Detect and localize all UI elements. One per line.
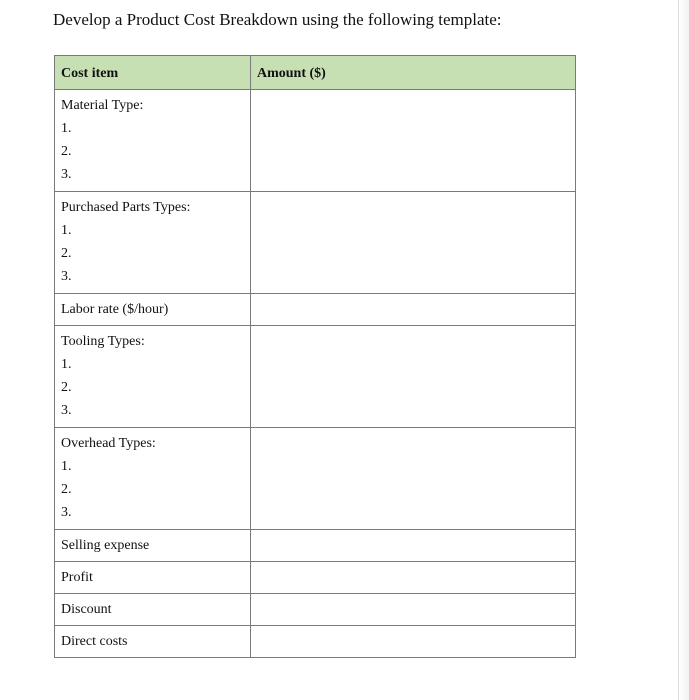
labor-rate-amount-cell[interactable] — [251, 294, 576, 326]
cost-breakdown-table — [54, 55, 576, 658]
material-row — [55, 90, 576, 192]
labor-rate-label: Labor rate ($/hour) — [55, 294, 251, 326]
profit-amount-cell[interactable] — [251, 562, 576, 594]
overhead-label: Overhead Types: — [61, 436, 156, 451]
direct-costs-label: Direct costs — [55, 626, 251, 658]
discount-amount-cell[interactable] — [251, 594, 576, 626]
purchased-parts-amount-cell[interactable] — [251, 192, 576, 294]
amount-header: Amount ($) — [251, 56, 576, 90]
direct-costs-row — [55, 626, 576, 658]
tooling-row — [55, 326, 576, 428]
tooling-amount-cell[interactable] — [251, 326, 576, 428]
tooling-item-1: 1. — [61, 357, 72, 372]
selling-expense-row — [55, 530, 576, 562]
material-item-3: 3. — [61, 167, 72, 182]
discount-row — [55, 594, 576, 626]
overhead-row — [55, 428, 576, 530]
overhead-item-2: 2. — [61, 482, 72, 497]
purchased-parts-cell — [55, 192, 251, 294]
overhead-cell — [55, 428, 251, 530]
table-header-row — [55, 56, 576, 90]
tooling-label: Tooling Types: — [61, 334, 145, 349]
direct-costs-amount-cell[interactable] — [251, 626, 576, 658]
purchased-parts-row — [55, 192, 576, 294]
material-item-2: 2. — [61, 144, 72, 159]
material-cell — [55, 90, 251, 192]
purchased-parts-item-1: 1. — [61, 223, 72, 238]
selling-expense-label: Selling expense — [55, 530, 251, 562]
page-edge — [678, 0, 689, 700]
cost-item-header: Cost item — [55, 56, 251, 90]
material-item-1: 1. — [61, 121, 72, 136]
labor-rate-row — [55, 294, 576, 326]
tooling-item-3: 3. — [61, 403, 72, 418]
material-amount-cell[interactable] — [251, 90, 576, 192]
purchased-parts-label: Purchased Parts Types: — [61, 200, 191, 215]
overhead-item-1: 1. — [61, 459, 72, 474]
tooling-item-2: 2. — [61, 380, 72, 395]
profit-label: Profit — [55, 562, 251, 594]
profit-row — [55, 562, 576, 594]
page-title: Develop a Product Cost Breakdown using the following template: — [53, 10, 502, 29]
overhead-amount-cell[interactable] — [251, 428, 576, 530]
tooling-cell — [55, 326, 251, 428]
overhead-item-3: 3. — [61, 505, 72, 520]
purchased-parts-item-2: 2. — [61, 246, 72, 261]
purchased-parts-item-3: 3. — [61, 269, 72, 284]
selling-expense-amount-cell[interactable] — [251, 530, 576, 562]
discount-label: Discount — [55, 594, 251, 626]
material-label: Material Type: — [61, 98, 144, 113]
